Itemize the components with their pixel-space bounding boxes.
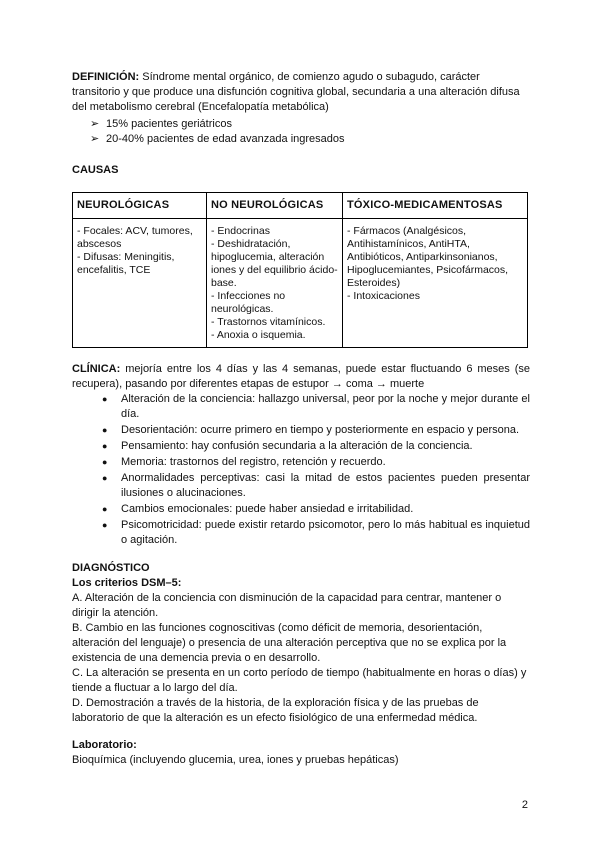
- bullet-icon: ●: [102, 425, 108, 435]
- definition-paragraph: [72, 70, 530, 115]
- cell-toxico: - Fármacos (Analgésicos, Antihistamínicos, AntiHTA, Antibióticos, Antiparkinsonianos, Hipoglucemiantes, Psicofármacos, Esteroides) - Intoxicaciones: [343, 219, 528, 348]
- clinical-paragraph: [72, 362, 530, 392]
- bullet-icon: ●: [102, 473, 108, 483]
- page-number: 2: [521, 799, 528, 811]
- criterion-a: A. Alteración de la conciencia con disminución de la capacidad para centrar, mantener o dirigir la atención.: [72, 592, 502, 619]
- laboratory-title: Laboratorio:: [72, 739, 137, 751]
- definition-text: Síndrome mental orgánico, de comienzo agudo o subagudo, carácter transitorio y que produce una disfunción cognitiva global, secundaria a una alteración difusa del metabolismo cerebral (Encefalopatía metabólica): [72, 71, 520, 113]
- list-item: ➢ 15% pacientes geriátricos: [90, 118, 232, 130]
- page-content: [72, 70, 530, 768]
- table-row: [73, 219, 528, 348]
- bullet-icon: ●: [102, 457, 108, 467]
- list-item: ● Psicomotricidad: puede existir retardo psicomotor, pero lo más habitual es inquietud o agitación.: [102, 519, 530, 546]
- laboratory-text: Bioquímica (incluyendo glucemia, urea, iones y pruebas hepáticas): [72, 754, 399, 766]
- criterion-d: D. Demostración a través de la historia, de la exploración física y de las pruebas de laboratorio de que la alteración es un efecto fisiológico de una enfermedad médica.: [72, 697, 479, 724]
- criterion-b: B. Cambio en las funciones cognoscitivas (como déficit de memoria, desorientación, alteración del lenguaje) o presencia de una alteración perceptiva que no se explica por la existencia de una demencia previa o en desarrollo.: [72, 622, 507, 664]
- bullet-icon: ●: [102, 504, 108, 514]
- bullet-icon: ●: [102, 520, 108, 530]
- list-item: ● Anormalidades perceptivas: casi la mitad de estos pacientes pueden presentar ilusiones o alucinaciones.: [102, 472, 530, 499]
- cell-neurologicas: - Focales: ACV, tumores, abscesos - Difusas: Meningitis, encefalitis, TCE: [73, 219, 207, 348]
- causes-table: [72, 192, 528, 348]
- clinical-label: CLÍNICA:: [72, 363, 121, 375]
- list-item: ➢ 20-40% pacientes de edad avanzada ingresados: [90, 133, 345, 145]
- list-item: ● Pensamiento: hay confusión secundaria a la alteración de la conciencia.: [102, 440, 473, 452]
- table-header-row: [73, 193, 528, 219]
- criterion-c: C. La alteración se presenta en un corto período de tiempo (habitualmente en horas o días) y tiende a fluctuar a lo largo del día.: [72, 667, 527, 694]
- list-item: ● Memoria: trastornos del registro, retención y recuerdo.: [102, 456, 386, 468]
- definition-label: DEFINICIÓN:: [72, 71, 140, 83]
- arrow-bullet-icon: ➢: [90, 133, 100, 145]
- arrow-bullet-icon: ➢: [90, 118, 100, 130]
- header-neurologicas: NEUROLÓGICAS: [73, 193, 207, 219]
- list-item: ● Desorientación: ocurre primero en tiempo y posteriormente en espacio y persona.: [102, 424, 520, 436]
- cell-no-neurologicas: - Endocrinas - Deshidratación, hipoglucemia, alteración iones y del equilibrio ácido-base. - Infecciones no neurológicas. - Trastornos vitamínicos. - Anoxia o isquemia.: [207, 219, 343, 348]
- header-toxico: TÓXICO-MEDICAMENTOSAS: [343, 193, 528, 219]
- list-item: ● Cambios emocionales: puede haber ansiedad e irritabilidad.: [102, 503, 414, 515]
- diagnosis-subtitle: Los criterios DSM–5:: [72, 577, 182, 589]
- clinical-list: [72, 392, 530, 548]
- bullet-icon: ●: [102, 394, 108, 404]
- causes-title: CAUSAS: [72, 164, 119, 176]
- list-item: ● Alteración de la conciencia: hallazgo universal, peor por la noche y mejor durante el día.: [102, 393, 530, 420]
- header-no-neurologicas: NO NEUROLÓGICAS: [207, 193, 343, 219]
- bullet-icon: ●: [102, 441, 108, 451]
- diagnosis-title: DIAGNÓSTICO: [72, 562, 150, 574]
- clinical-text: mejoría entre los 4 días y las 4 semanas, puede estar fluctuando 6 meses (se recupera), pasando por diferentes etapas de estupor → coma → muerte: [72, 363, 530, 390]
- definition-bullets: [72, 117, 530, 147]
